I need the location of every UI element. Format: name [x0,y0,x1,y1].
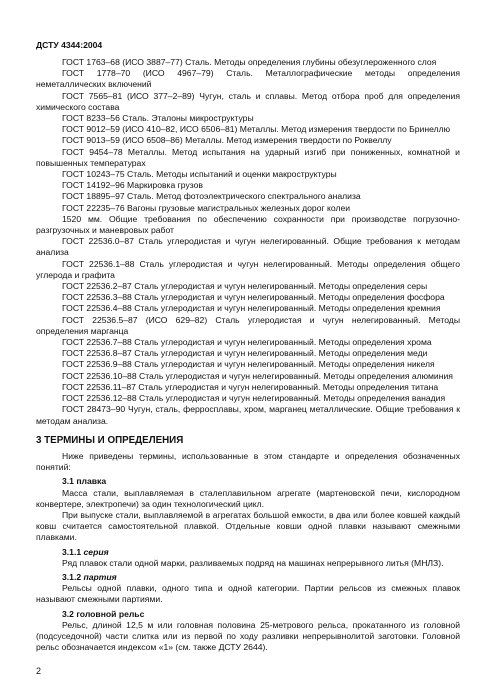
term-heading: 3.1 плавка [62,476,107,487]
term-heading [36,547,460,558]
reference-item: 1520 мм. Общие требования по обеспечению сохранности при производстве погрузочно-разгрузочных и маневровых работ [36,213,460,236]
reference-item: ГОСТ 14192–96 Маркировка грузов [62,180,203,191]
reference-item: ГОСТ 22235–76 Вагоны грузовые магистральных железных дорог колеи [62,202,351,213]
reference-item: ГОСТ 18895–97 Сталь. Метод фотоэлектрического спектрального анализа [62,191,361,202]
reference-item: ГОСТ 22536.5–87 (ИСО 629–82) Сталь углеродистая и чугун нелегированный. Методы определения марганца [36,314,460,336]
reference-item: ГОСТ 22536.1–88 Сталь углеродистая и чугун нелегированный. Методы определения общего углерода и графита [36,258,460,280]
term-number: 3.1.2 [62,571,82,582]
section-heading: 3 ТЕРМИНЫ И ОПРЕДЕЛЕНИЯ [36,434,184,446]
reference-item: ГОСТ 1763–68 (ИСО 3887–77) Сталь. Методы определения глубины обезуглероженного слоя [62,57,437,67]
section-intro: Ниже приведены термины, использованные в этом стандарте и определения обозначенных понятий: [36,450,460,473]
term-definition: Ряд плавок стали одной марки, разливаемых подряд на машинах непрерывного литья (МНЛЗ). [62,557,444,568]
reference-item: ГОСТ 9013–59 (ИСО 6508–86) Металлы. Метод измерения твердости по Роквеллу [62,135,392,146]
term-definition: Масса стали, выплавляемая в сталеплавильном агрегате (мартеновской печи, кислородном конвертере, электропечи) за один технологический цикл. [36,487,460,509]
page-number: 2 [36,666,42,676]
reference-item: ГОСТ 1778–70 (ИСО 4967–79) Сталь. Металлографические методы определения неметаллических включений [36,68,460,90]
reference-item: ГОСТ 22536.12–88 Сталь углеродистая и чугун нелегированный. Методы определения ванадия [62,393,446,404]
term-name: партия [83,571,117,582]
term-definition: При выпуске стали, выплавляемой в агрегатах большой емкости, в два или более ковшей каждый ковш считается самостоятельной плавкой. Отдельные ковши одной плавки называют смежными плавками. [36,509,460,543]
reference-item: ГОСТ 22536.11–87 Сталь углеродистая и чугун нелегированный. Методы определения титана [62,381,439,392]
term-name: серия [83,546,109,557]
reference-item: ГОСТ 22536.3–88 Сталь углеродистая и чугун нелегированный. Методы определения фосфора [62,292,445,303]
reference-item: ГОСТ 10243–75 Сталь. Методы испытаний и оценки макроструктуры [62,169,337,180]
term-heading [36,572,460,583]
reference-item: ГОСТ 22536.0–87 Сталь углеродистая и чугун нелегированный. Общие требования к методам анализа [36,236,460,258]
reference-item: ГОСТ 22536.7–88 Сталь углеродистая и чугун нелегированный. Методы определения хрома [62,337,432,348]
reference-item: ГОСТ 22536.4–88 Сталь углеродистая и чугун нелегированный. Методы определения кремния [62,303,441,314]
reference-item: ГОСТ 9012–59 (ИСО 410–82, ИСО 6506–81) Металлы. Метод измерения твердости по Бринеллю [62,124,451,135]
reference-item: ГОСТ 22536.8–87 Сталь углеродистая и чугун нелегированный. Методы определения меди [62,348,428,359]
term-heading: 3.2 головной рельс [62,608,145,619]
standard-code-header: ДСТУ 4344:2004 [36,40,103,50]
term-definition: Рельсы одной плавки, одного типа и одной категории. Партии рельсов из смежных плавок называют смежными партиями. [36,583,460,605]
reference-item: ГОСТ 9454–78 Металлы. Метод испытания на ударный изгиб при пониженных, комнатной и повышенных температурах [36,146,460,168]
reference-item: ГОСТ 22536.2–87 Сталь углеродистая и чугун нелегированный. Методы определения серы [62,281,428,292]
reference-item: ГОСТ 28473–90 Чугун, сталь, ферросплавы, хром, марганец металлические. Общие требования к методам анализа. [36,404,460,426]
document-body [36,57,460,653]
reference-item: ГОСТ 8233–56 Сталь. Эталоны микроструктуры [62,113,254,124]
term-definition: Рельс, длиной 12,5 м или головная половина 25-метрового рельса, прокатанного из головной (подсуседочной) части слитка или из первой по ходу разливки непрерывнолитой заготовки. Головной рельс обозначается индексом «1» (см. также ДСТУ 2644). [36,619,460,653]
reference-item: ГОСТ 22536.9–88 Сталь углеродистая и чугун нелегированный. Методы определения никеля [62,359,435,370]
reference-item: ГОСТ 22536.10–88 Сталь углеродистая и чугун нелегированный. Методы определения алюминия [62,370,453,381]
normative-references-list [36,57,460,427]
reference-item: ГОСТ 7565–81 (ИСО 377–2–89) Чугун, сталь и сплавы. Метод отбора проб для определения химического состава [36,90,460,112]
term-number: 3.1.1 [62,546,82,557]
